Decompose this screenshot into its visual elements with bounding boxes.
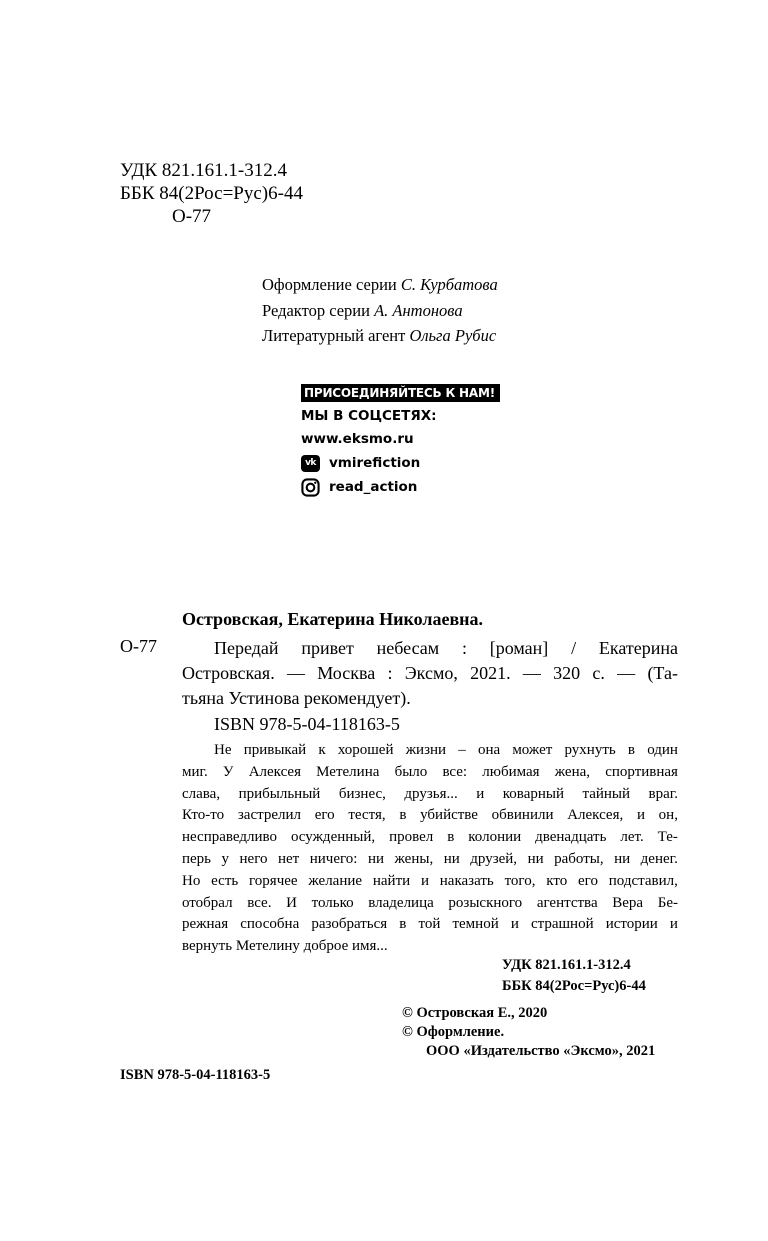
- title-word: Эксмо,: [404, 663, 458, 683]
- copyright-publisher: ООО «Издательство «Эксмо», 2021: [426, 1043, 656, 1059]
- title-word: 2021.: [470, 663, 511, 683]
- annotation-line: режная способна разобраться в той темной и страшной истории и: [182, 916, 678, 933]
- title-word: [роман]: [489, 638, 549, 658]
- title-word: /: [571, 638, 577, 658]
- title-word: —: [286, 663, 305, 683]
- title-word: Москва: [317, 663, 376, 683]
- credit-agent: [262, 323, 498, 349]
- title-word: :: [387, 663, 393, 683]
- bbk-code: ББК 84(2Рос=Рус)6-44: [120, 183, 303, 204]
- copyright-block: [402, 1004, 655, 1061]
- vk-handle: vmirefiction: [329, 455, 421, 471]
- title-word: с.: [592, 663, 605, 683]
- credit-role: Редактор серии: [262, 300, 370, 320]
- credit-person: А. Антонова: [374, 300, 463, 320]
- annotation: [182, 740, 678, 958]
- title-line: [182, 636, 678, 661]
- title-word: Екатерина: [598, 638, 678, 658]
- social-block: [301, 382, 500, 499]
- website-link[interactable]: www.eksmo.ru: [301, 431, 414, 447]
- title-word: 320: [553, 663, 581, 683]
- title-word: (Та-: [647, 663, 678, 683]
- udk-code: УДК 821.161.1-312.4: [120, 160, 287, 181]
- footer-isbn: ISBN 978-5-04-118163-5: [120, 1067, 271, 1083]
- instagram-icon: [301, 478, 320, 497]
- join-us-banner: ПРИСОЕДИНЯЙТЕСЬ К НАМ!: [301, 384, 500, 402]
- vk-icon: vk: [301, 455, 320, 472]
- author-mark: О-77: [172, 206, 212, 227]
- title-word: тьяна Устинова рекомендует).: [182, 688, 411, 708]
- credit-person: С. Курбатова: [400, 275, 498, 294]
- annotation-line: миг. У Алексея Метелина было все: любимая жена, спортивная: [182, 763, 678, 780]
- title-word: Островская.: [182, 663, 275, 683]
- annotation-line: несправедливо осужденный, провел в колонии двенадцать лет. Те-: [182, 829, 678, 846]
- title-word: —: [522, 663, 541, 683]
- catalog-author: Островская, Екатерина Николаевна.: [182, 609, 484, 629]
- catalog-mark: О-77: [120, 636, 157, 656]
- title-line: [182, 686, 678, 711]
- series-credits: [262, 272, 498, 349]
- annotation-line: слава, прибыльный бизнес, друзья... и коварный тайный враг.: [182, 785, 678, 802]
- title-word: —: [617, 663, 636, 683]
- copyright-design: © Оформление.: [402, 1024, 505, 1040]
- credit-role: Оформление серии: [262, 275, 397, 294]
- title-word: :: [461, 638, 467, 658]
- footer-classification: [502, 955, 646, 997]
- title-word: небесам: [376, 638, 440, 658]
- classification-block: [120, 159, 303, 228]
- instagram-row[interactable]: [301, 475, 500, 499]
- vk-row[interactable]: [301, 451, 500, 475]
- annotation-line: отобрал все. И только владелица розыскного агентства Вера Бе-: [182, 894, 678, 911]
- catalog-title: [182, 636, 678, 711]
- title-word: Передай: [214, 638, 279, 658]
- footer-bbk: ББК 84(2Рос=Рус)6-44: [502, 978, 646, 994]
- annotation-line: Не привыкай к хорошей жизни – она может рухнуть в один: [214, 742, 678, 758]
- credit-role: Литературный агент: [262, 326, 406, 345]
- credit-editor: [262, 298, 498, 324]
- title-line: [182, 661, 678, 686]
- title-word: привет: [301, 638, 354, 658]
- copyright-author: © Островская Е., 2020: [402, 1005, 548, 1021]
- catalog-isbn: ISBN 978-5-04-118163-5: [214, 714, 400, 734]
- footer-udk: УДК 821.161.1-312.4: [502, 957, 631, 973]
- credit-design: [262, 272, 498, 298]
- social-heading: МЫ В СОЦСЕТЯХ:: [301, 408, 437, 424]
- annotation-line: Но есть горячее желание найти и наказать того, кто его подставил,: [182, 872, 678, 889]
- annotation-line: перь у него нет ничего: ни жены, ни друзей, ни работы, ни денег.: [182, 850, 678, 867]
- annotation-line: вернуть Метелину доброе имя...: [182, 938, 388, 955]
- credit-person: Ольга Рубис: [409, 326, 497, 345]
- annotation-line: Кто-то застрелил его тестя, в убийстве обвинили Алексея, и он,: [182, 807, 678, 824]
- instagram-handle: read_action: [329, 479, 418, 495]
